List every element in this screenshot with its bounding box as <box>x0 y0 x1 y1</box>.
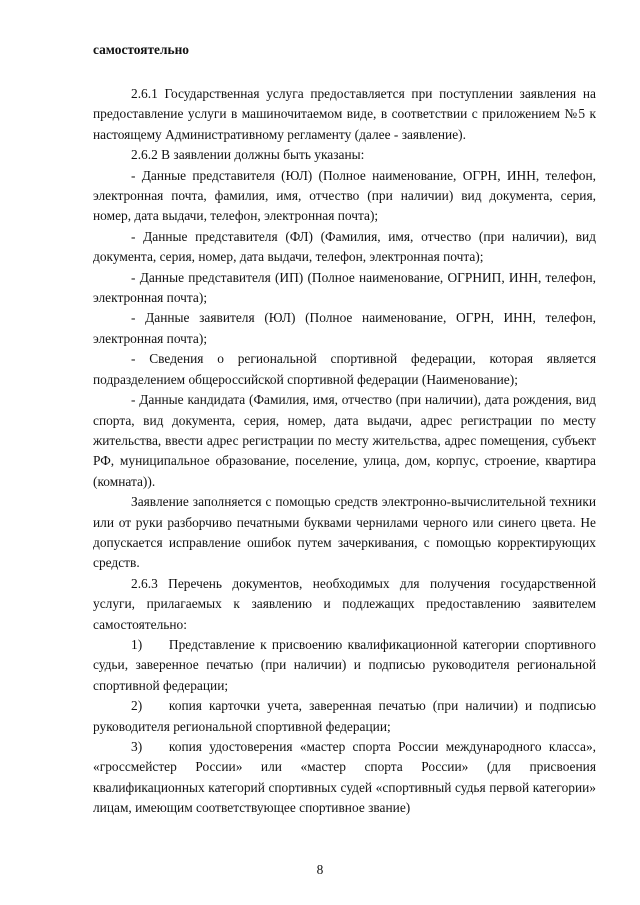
numbered-item-1: 1) Представление к присвоению квалификационной категории спортивного судьи, заверенное печатью (при наличии) и подписью руководителя региональной спортивной федерации; <box>93 636 596 693</box>
continuation-heading: самостоятельно <box>93 42 189 57</box>
paragraph-2-6-1: 2.6.1 Государственная услуга предоставляется при поступлении заявления на предоставление услуги в машиночитаемом виде, в соответствии с приложением №5 к настоящему Административному регламенту (далее - заявление). <box>93 86 596 142</box>
numbered-item-3: 3) копия удостоверения «мастер спорта России международного класса», «гроссмейстер России» или «мастер спорта России» (для присвоения квалификационных категорий спортивных судей «спортивный судья первой категории» лицам, имеющим соответствующее спортивное звание) <box>93 739 596 816</box>
paragraph-filling-rules: Заявление заполняется с помощью средств электронно-вычислительной техники или от руки разборчиво печатными буквами чернилами черного или синего цвета. Не допускается исправление ошибок путем зачеркивания, с помощью корректирующих средств. <box>93 494 596 571</box>
document-body <box>93 84 596 819</box>
paragraph-2-6-3: 2.6.3 Перечень документов, необходимых для получения государственной услуги, прилагаемых к заявлению и подлежащих предоставлению заявителем самостоятельно: <box>93 575 596 632</box>
numbered-item-2: 2) копия карточки учета, заверенная печатью (при наличии) и подписью руководителя региональной спортивной федерации; <box>93 698 596 734</box>
list-item-candidate-data: - Данные кандидата (Фамилия, имя, отчество (при наличии), дата рождения, вид спорта, вид документа, серия, номер, дата выдачи, адрес регистрации по месту жительства, ввести адрес регистрации по месту жительства, адрес помещения, субъект РФ, муниципальное образование, поселение, улица, дом, корпус, строение, квартира (комната)). <box>93 392 596 489</box>
page-number: 8 <box>316 862 324 877</box>
paragraph-2-6-2: 2.6.2 В заявлении должны быть указаны: <box>131 147 365 163</box>
list-item-federation-info: - Сведения о региональной спортивной федерации, которая является подразделением общероссийской спортивной федерации (Наименование); <box>93 351 596 387</box>
list-item-representative-fl: - Данные представителя (ФЛ) (Фамилия, имя, отчество (при наличии), вид документа, серия, номер, дата выдачи, телефон, электронная почта); <box>93 228 596 265</box>
list-item-representative-ip: - Данные представителя (ИП) (Полное наименование, ОГРНИП, ИНН, телефон, электронная почта); <box>93 269 596 306</box>
list-item-applicant-ul: - Данные заявителя (ЮЛ) (Полное наименование, ОГРН, ИНН, телефон, электронная почта); <box>93 310 596 346</box>
list-item-representative-ul: - Данные представителя (ЮЛ) (Полное наименование, ОГРН, ИНН, телефон, электронная почта, фамилия, имя, отчество (при наличии) вид документа, серия, номер, дата выдачи, телефон, электронная почта); <box>93 167 596 224</box>
